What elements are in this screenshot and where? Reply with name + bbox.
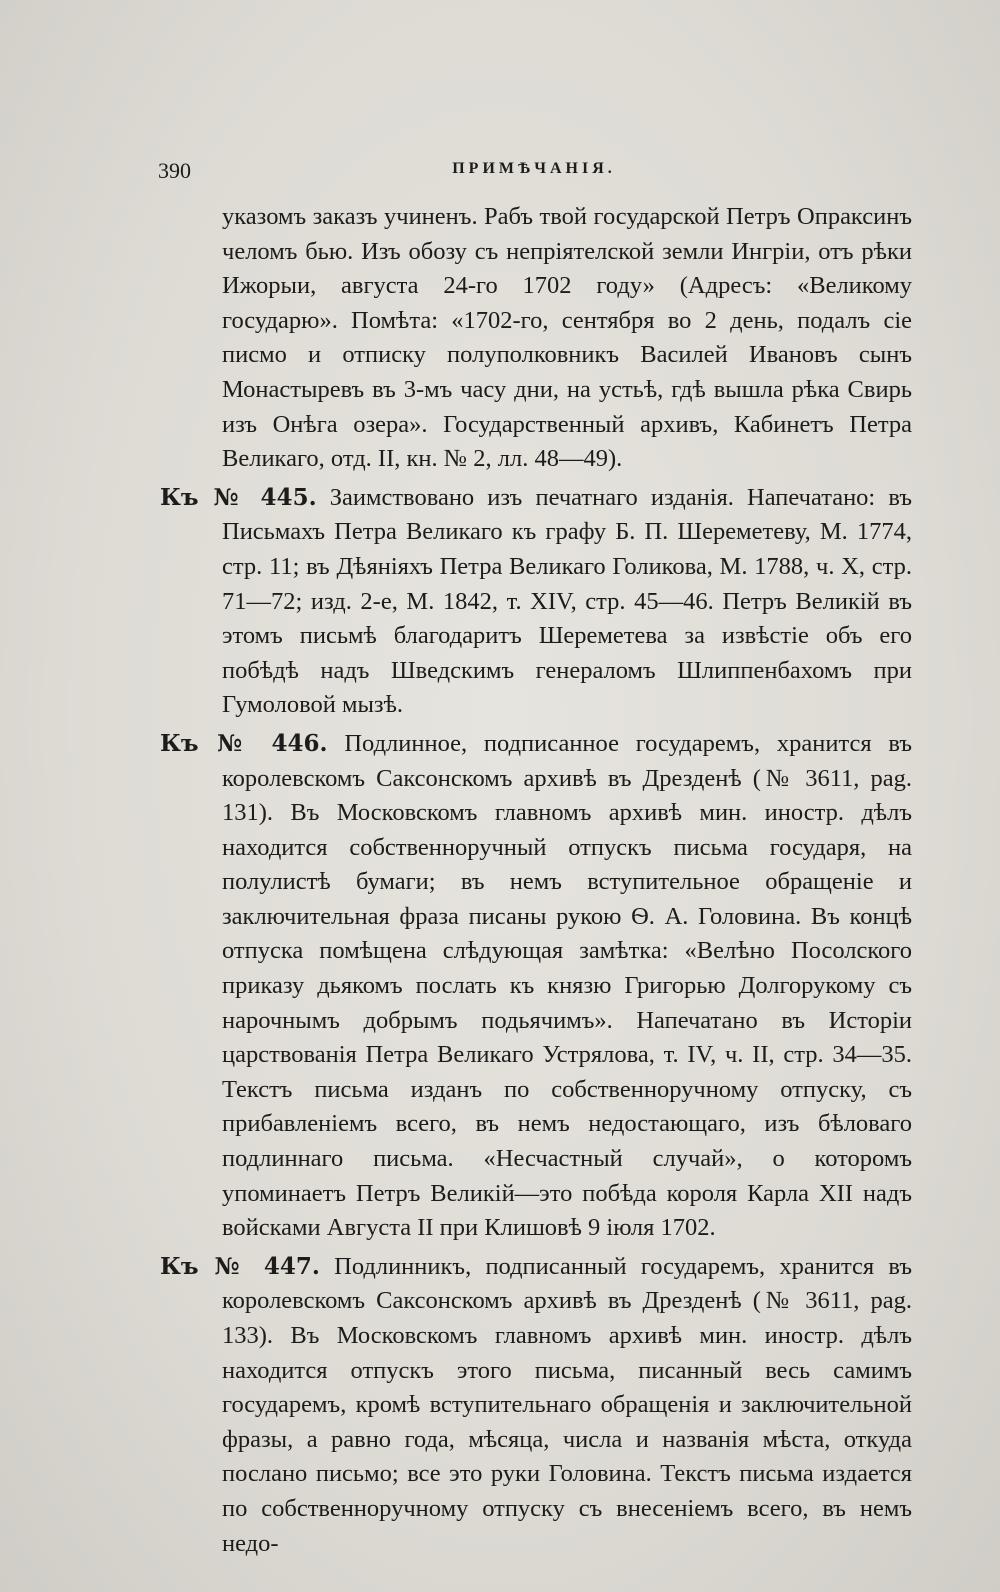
paragraph-continuation: [160, 200, 912, 477]
paragraph-text: Подлинное, подписанное государемъ, хранится въ королевскомъ Саксонскомъ архивѣ въ Дрезденѣ (№ 3611, pag. 131). Въ Московскомъ главномъ архивѣ мин. иностр. дѣлъ находится собственноручный отпускъ письма государя, на полулистѣ бумаги; въ немъ вступительное обращеніе и заключительная фраза писаны рукою Ѳ. А. Головина. Въ концѣ отпуска помѣщена слѣдующая замѣтка: «Велѣно Посолского приказу дьякомъ послать къ князю Григорью Долгорукому съ нарочнымъ добрымъ подьячимъ». Напечатано въ Исторіи царствованія Петра Великаго Устрялова, т. IV, ч. II, стр. 34—35. Текстъ письма изданъ по собственноручному отпуску, съ прибавленіемъ всего, въ немъ недостающаго, изъ бѣловаго подлиннаго письма. «Несчастный случай», о которомъ упоминаетъ Петръ Великій—это побѣда короля Карла XII надъ войсками Августа II при Клишовѣ 9 іюля 1702.: [222, 729, 912, 1242]
note-445: [160, 481, 912, 723]
note-446: [160, 727, 912, 1246]
paragraph-text: Подлинникъ, подписанный государемъ, хранится въ королевскомъ Саксонскомъ архивѣ въ Дрезденѣ (№ 3611, pag. 133). Въ Московскомъ главномъ архивѣ мин. иностр. дѣлъ находится отпускъ этого письма, писанный весь самимъ государемъ, кромѣ вступительнаго обращенія и заключительной фразы, а равно года, мѣсяца, числа и названія мѣста, откуда послано письмо; все это руки Головина. Текстъ письма издается по собственноручному отпуску съ внесеніемъ всего, въ немъ недо-: [222, 1252, 912, 1557]
page-header: [158, 158, 910, 188]
paragraph-text: указомъ заказъ учиненъ. Рабъ твой государской Петръ Опраксинъ челомъ бью. Изъ обозу съ непріятелской земли Ингріи, отъ рѣки Ижорыи, августа 24-го 1702 году» (Адресъ: «Великому государю». Помѣта: «1702-го, сентября во 2 день, подалъ сіе писмо и отписку полуполковникъ Василей Ивановъ сынъ Монастыревъ въ 3-мъ часу дни, на устьѣ, гдѣ вышла рѣка Свирь изъ Онѣга озера». Государственный архивъ, Кабинетъ Петра Великаго, отд. II, кн. № 2, лл. 48—49).: [222, 203, 912, 473]
paragraph-text: Заимствовано изъ печатнаго изданія. Напечатано: въ Письмахъ Петра Великаго къ графу Б. П. Шереметеву, М. 1774, стр. 11; въ Дѣяніяхъ Петра Великаго Голикова, М. 1788, ч. X, стр. 71—72; изд. 2-е, М. 1842, т. XIV, стр. 45—46. Петръ Великій въ этомъ письмѣ благодаритъ Шереметева за извѣстіе объ его побѣдѣ надъ Шведскимъ генераломъ Шлиппенбахомъ при Гумоловой мызѣ.: [222, 483, 912, 719]
note-number: Къ № 447.: [160, 1252, 320, 1280]
note-447: [160, 1250, 912, 1561]
body-text: [160, 200, 912, 1565]
note-number: Къ № 446.: [160, 729, 328, 757]
page-number: 390: [158, 158, 191, 183]
running-title: ПРИМѢЧАНІЯ.: [452, 160, 616, 177]
note-number: Къ № 445.: [160, 483, 317, 511]
